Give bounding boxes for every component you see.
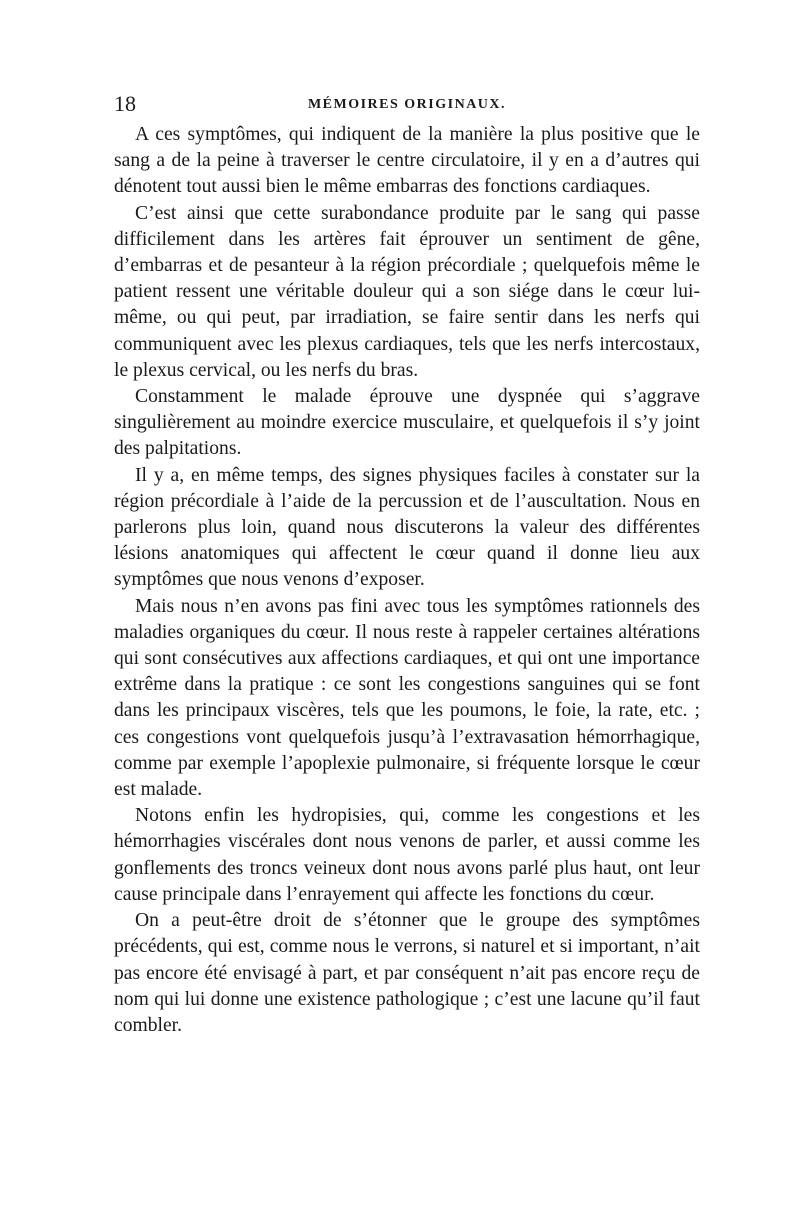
page-number: 18 [114,91,136,116]
paragraph: Notons enfin les hydropisies, qui, comme les congestions et les hémorrhagies viscérales dont nous venons de parler, et aussi comme les gonflements des troncs veineux dont nous avons parlé plus haut, ont leur cause principale dans l’enrayement qui affecte les fonctions du cœur. [114,805,700,905]
paragraph: Constamment le malade éprouve une dyspnée qui s’aggrave singulièrement au moindre exercice musculaire, et quelquefois il s’y joint des palpitations. [114,386,700,460]
body-text [114,122,700,1039]
paragraph: C’est ainsi que cette surabondance produite par le sang qui passe difficilement dans les artères fait éprouver un sentiment de gêne, d’embarras et de pesanteur à la région précordiale ; quelquefois même le patient ressent une véritable douleur qui a son siége dans le cœur lui-même, ou qui peut, par irradiation, se faire sentir dans les nerfs qui communiquent avec les plexus cardiaques, tels que les nerfs intercostaux, le plexus cervical, ou les nerfs du bras. [114,202,700,381]
running-title: MÉMOIRES ORIGINAUX. [307,97,507,112]
paragraph: On a peut-être droit de s’étonner que le groupe des symptômes précédents, qui est, comme nous le verrons, si naturel et si important, n’ait pas encore été envisagé à part, et par conséquent n’ait pas encore reçu de nom qui lui donne une existence pathologique ; c’est une lacune qu’il faut combler. [114,910,700,1036]
paragraph: A ces symptômes, qui indiquent de la manière la plus positive que le sang a de la peine à traverser le centre circulatoire, il y en a d’autres qui dénotent tout aussi bien le même embarras des fonctions cardiaques. [114,124,700,198]
paragraph: Il y a, en même temps, des signes physiques faciles à constater sur la région précordiale à l’aide de la percussion et de l’auscultation. Nous en parlerons plus loin, quand nous discuterons la valeur des différentes lésions anatomiques qui affectent le cœur quand il donne lieu aux symptômes que nous venons d’exposer. [114,464,700,591]
running-head [114,92,700,120]
paragraph: Mais nous n’en avons pas fini avec tous les symptômes rationnels des maladies organiques du cœur. Il nous reste à rappeler certaines altérations qui sont consécutives aux affections cardiaques, et qui ont une importance extrême dans la pratique : ce sont les congestions sanguines qui se font dans les principaux viscères, tels que les poumons, le foie, la rate, etc. ; ces congestions vont quelquefois jusqu’à l’extravasation hémorrhagique, comme par exemple l’apoplexie pulmonaire, si fréquente lorsque le cœur est malade. [114,595,700,801]
book-page [114,92,700,1039]
